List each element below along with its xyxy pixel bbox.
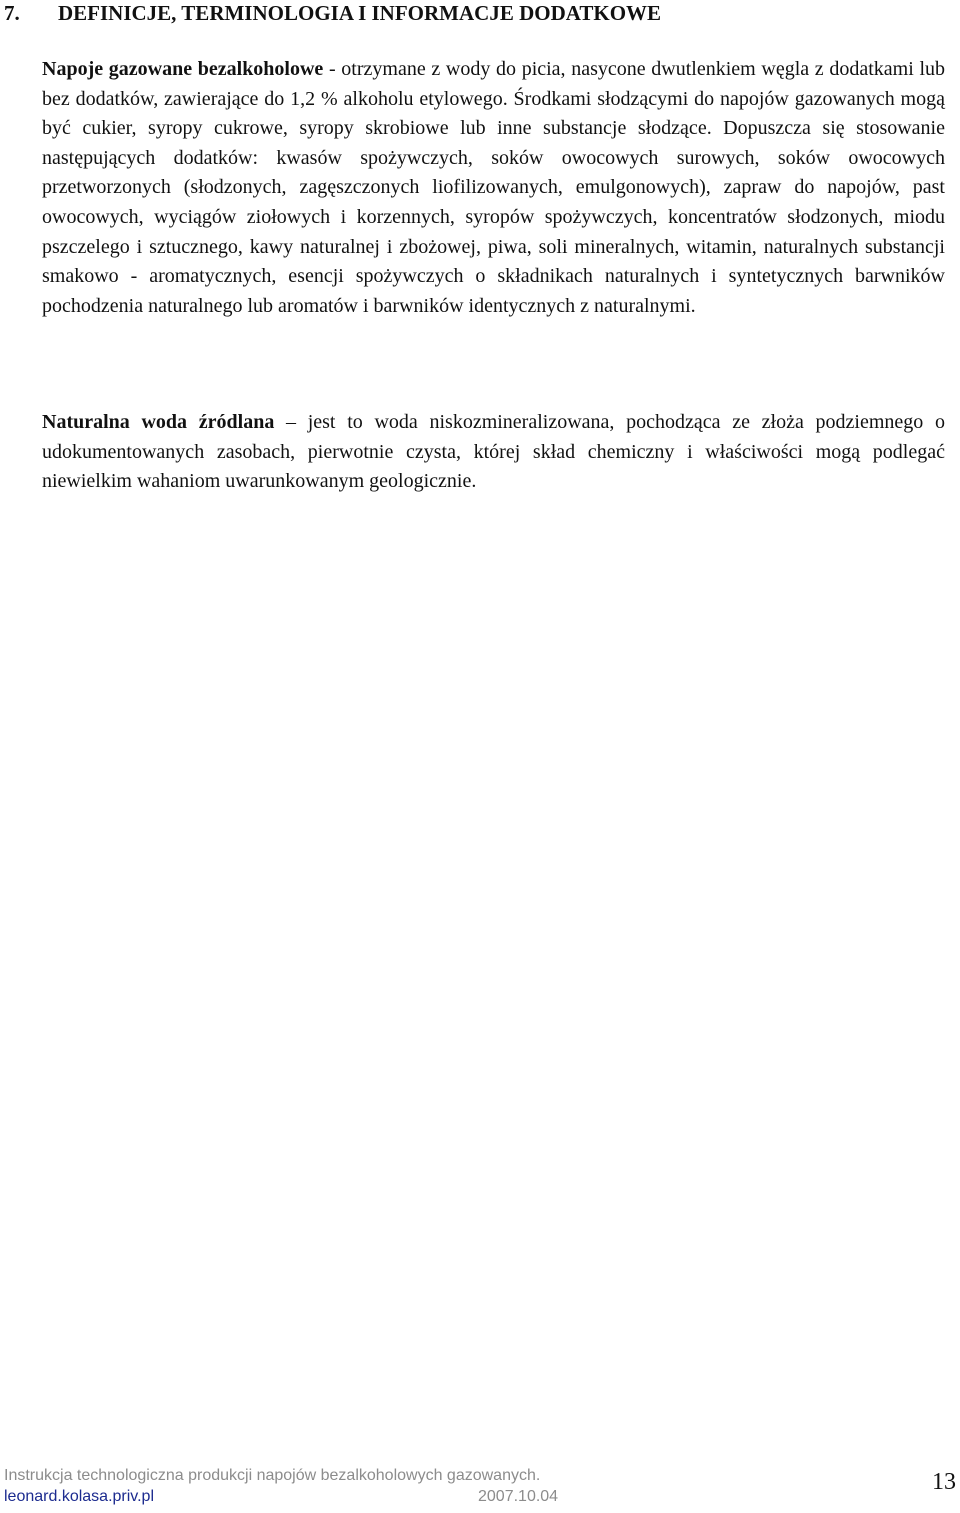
definition-spring-water <box>42 408 945 497</box>
section-number: 7. <box>4 1 20 25</box>
footer-document-title: Instrukcja technologiczna produkcji napojów bezalkoholowych gazowanych. <box>4 1467 541 1484</box>
definition-text: – jest to woda niskozmineralizowana, pochodząca ze złoża podziemnego o udokumentowanych zasobach, pierwotnie czysta, której skład chemiczny i właściwości mogą podlegać niewielkim wahaniom uwarunkowanym geologicznie. <box>42 411 945 493</box>
definition-term: Naturalna woda źródlana <box>42 411 275 433</box>
page-number: 13 <box>932 1469 956 1495</box>
section-heading <box>4 0 661 26</box>
definition-text: - otrzymane z wody do picia, nasycone dwutlenkiem węgla z dodatkami lub bez dodatków, zawierające do 1,2 % alkoholu etylowego. Środkami słodzącymi do napojów gazowanych mogą być cukier, syropy cukrowe, syropy skrobiowe lub inne substancje słodzące. Dopuszcza się stosowanie następujących dodatków: kwasów spożywczych, soków owocowych surowych, soków owocowych przetworzonych (słodzonych, zagęszczonych liofilizowanych, emulgonowych), zapraw do napojów, past owocowych, wyciągów ziołowych i korzennych, syropów spożywczych, koncentratów słodzonych, miodu pszczelego i sztucznego, kawy naturalnej i zbożowej, piwa, soli mineralnych, witamin, naturalnych substancji smakowo - aromatycznych, esencji spożywczych o składnikach naturalnych i syntetycznych barwników pochodzenia naturalnego lub aromatów i barwników identycznych z naturalnymi. <box>42 58 945 317</box>
footer-date: 2007.10.04 <box>478 1488 559 1505</box>
footer-url-link[interactable]: leonard.kolasa.priv.pl <box>4 1488 155 1505</box>
definition-carbonated-drinks <box>42 55 945 321</box>
section-title: DEFINICJE, TERMINOLOGIA I INFORMACJE DODATKOWE <box>58 1 662 25</box>
definition-term: Napoje gazowane bezalkoholowe <box>42 58 324 80</box>
